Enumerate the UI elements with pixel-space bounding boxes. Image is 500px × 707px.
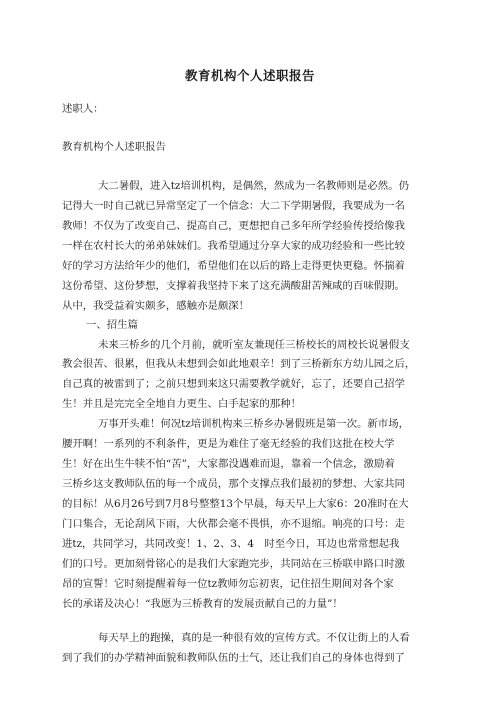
paragraph-line: 教会很苦、很累，但我从未想到会如此地艰辛！到了三桥新东方幼儿园之后，	[62, 358, 416, 370]
paragraph-line: 腰开啊！一系列的不利条件，更是为难住了毫无经验的我们这批在校大学	[62, 438, 395, 450]
paragraph-line: 三桥乡这支教师队伍的每一个成员，那个支撑点我们最初的梦想、大家共同	[62, 478, 405, 490]
paragraph-line: 生！好在出生牛犊不怕“苦”，大家都没遇难而退，靠着一个信念，激励着	[62, 458, 395, 470]
paragraph-line: 大二暑假，进入tz培训机构，是偶然，然成为一名教师则是必然。仍	[98, 180, 409, 192]
paragraph-line: 未来三桥乡的几个月前，就听室友兼现任三桥校长的周校长说暑假支	[98, 339, 410, 351]
paragraph-line: 一样在农村长大的弟弟妹妹们。我希望通过分享大家的成功经验和一些比较	[62, 240, 405, 252]
paragraph-line: 进tz，共同学习，共同改变！1、2、3、4 时至今日，耳边也常常想起我	[62, 538, 400, 550]
paragraph-line: 教师！不仅为了改变自己、提高自己，更想把自己多年所学经验传授给像我	[62, 220, 405, 232]
paragraph-line: 的目标！从6月26号到7月8号整整13个早晨，每天早上大家6：20准时在大	[62, 498, 409, 510]
paragraph-line: 万事开头难！何况tz培训机构来三桥乡办暑假班是第一次。新市场，	[98, 418, 409, 430]
section-heading: 一、招生篇	[86, 319, 138, 331]
paragraph-line: 长的承诺及决心！“我愿为三桥教育的发展贡献自己的力量”！	[62, 598, 343, 610]
paragraph-line: 自己真的被雷到了；之前只想到来这只需要教学就好，忘了，还要自己招学	[62, 378, 405, 390]
paragraph-line: 每天早上的跑操，真的是一种很有效的宣传方式。不仅让街上的人看	[98, 632, 410, 644]
paragraph-line: 记得大一时自己就已异常坚定了一个信念：大二下学期暑假，我要成为一名	[62, 200, 405, 212]
paragraph-line: 从中，我受益着实颇多，感触亦是颇深！	[62, 300, 250, 312]
paragraph-line: 门口集合，无论刮风下雨，大伙都会毫不畏惧，亦不退缩。响亮的口号：走	[62, 518, 405, 530]
paragraph-line: 们的口号。更加刻骨铭心的是我们大家跑完步，共同站在三桥联申路口时激	[62, 558, 405, 570]
paragraph-line: 这份希望、这份梦想，支撑着我坚持下来了这充满酸甜苦辣咸的百味假期。	[62, 280, 405, 292]
document-subtitle: 教育机构个人述职报告	[62, 141, 166, 153]
paragraph-line: 好的学习方法给年少的他们，希望他们在以后的路上走得更快更稳。怀揣着	[62, 260, 405, 272]
paragraph-line: 生！并且是完完全全地自力更生、白手起家的那种！	[62, 398, 301, 410]
paragraph-line: 到了我们的办学精神面貌和教师队伍的士气，还让我们自己的身体也得到了	[62, 652, 405, 664]
document-title: 教育机构个人述职报告	[184, 68, 315, 83]
salutation: 述职人：	[62, 103, 104, 115]
paragraph-line: 昂的宣誓！它时刻提醒着每一位tz教师勿忘初衷，记住招生期间对各个家	[62, 578, 394, 590]
